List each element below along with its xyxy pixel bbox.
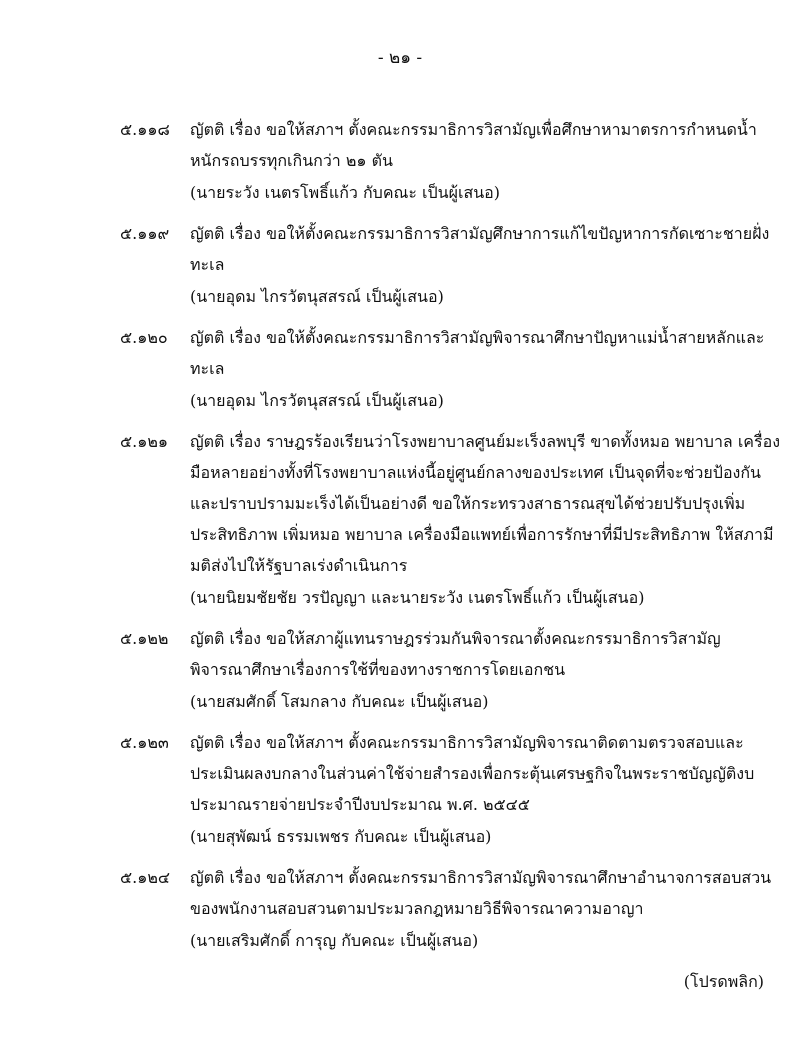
agenda-item-body [190,322,780,416]
agenda-item [120,727,780,852]
agenda-item-text: ญัตติ เรื่อง ขอให้สภาผู้แทนราษฎรร่วมกันพิจารณาตั้งคณะกรรมาธิการวิสามัญพิจารณาศึกษาเรื่องการใช้ที่ของทางราชการโดยเอกชน [190,629,721,679]
agenda-item-text: ญัตติ เรื่อง ขอให้ตั้งคณะกรรมาธิการวิสามัญศึกษาการแก้ไขปัญหาการกัดเซาะชายฝั่งทะเล [190,224,770,274]
agenda-item-body [190,114,780,208]
agenda-item-proposer: (นายเสริมศักดิ์ การุญ กับคณะ เป็นผู้เสนอ) [190,931,479,950]
agenda-item-body [190,727,780,852]
agenda-item-body [190,862,780,956]
agenda-item-text: ญัตติ เรื่อง ขอให้สภาฯ ตั้งคณะกรรมาธิการวิสามัญพิจารณาติดตามตรวจสอบและประเมินผลงบกลางในส่วนค่าใช้จ่ายสำรองเพื่อกระตุ้นเศรษฐกิจในพระราชบัญญัติงบประมาณรายจ่ายประจำปีงบประมาณ พ.ศ. ๒๕๔๕ [190,733,755,814]
agenda-item-proposer: (นายระวัง เนตรโพธิ์แก้ว กับคณะ เป็นผู้เสนอ) [190,183,501,202]
agenda-item-proposer: (นายอุดม ไกรวัตนุสสรณ์ เป็นผู้เสนอ) [190,391,444,410]
agenda-item-proposer: (นายอุดม ไกรวัตนุสสรณ์ เป็นผู้เสนอ) [190,287,444,306]
agenda-item-body [190,218,780,312]
agenda-item [120,623,780,717]
agenda-item-number: ๕.๑๑๘ [120,120,170,139]
agenda-item-number: ๕.๑๑๙ [120,224,170,243]
agenda-item [120,322,780,416]
agenda-item-number: ๕.๑๒๔ [120,868,171,887]
agenda-item-text: ญัตติ เรื่อง ราษฎรร้องเรียนว่าโรงพยาบาลศูนย์มะเร็งลพบุรี ขาดทั้งหมอ พยาบาล เครื่องมือหลายอย่างทั้งที่โรงพยาบาลแห่งนี้อยู่ศูนย์กลางของประเทศ เป็นจุดที่จะช่วยป้องกันและปราบปรามมะเร็งได้เป็นอย่างดี ขอให้กระทรวงสาธารณสุขได้ช่วยปรับปรุงเพิ่มประสิทธิภาพ เพิ่มหมอ พยาบาล เครื่องมือแพทย์เพื่อการรักษาที่มีประสิทธิภาพ ให้สภามีมติส่งไปให้รัฐบาลเร่งดำเนินการ [190,432,780,575]
agenda-item-number: ๕.๑๒๑ [120,432,169,451]
agenda-item-number: ๕.๑๒๐ [120,328,168,347]
agenda-item-number: ๕.๑๒๒ [120,629,169,648]
agenda-item [120,114,780,208]
please-turn-over-note: (โปรดพลิก) [683,972,764,991]
agenda-item-proposer: (นายสมศักดิ์ โสมกลาง กับคณะ เป็นผู้เสนอ) [190,692,489,711]
agenda-item-body [190,426,780,613]
agenda-item-text: ญัตติ เรื่อง ขอให้สภาฯ ตั้งคณะกรรมาธิการวิสามัญพิจารณาศึกษาอำนาจการสอบสวนของพนักงานสอบสวนตามประมวลกฎหมายวิธีพิจารณาความอาญา [190,868,772,918]
agenda-item [120,218,780,312]
agenda-item-text: ญัตติ เรื่อง ขอให้สภาฯ ตั้งคณะกรรมาธิการวิสามัญเพื่อศึกษาหามาตรการกำหนดน้ำหนักรถบรรทุกเกินกว่า ๒๑ ตัน [190,120,757,170]
agenda-item-list [120,114,780,966]
agenda-item [120,862,780,956]
page-number: - ๒๑ - [377,48,423,68]
agenda-item-text: ญัตติ เรื่อง ขอให้ตั้งคณะกรรมาธิการวิสามัญพิจารณาศึกษาปัญหาแม่น้ำสายหลักและทะเล [190,328,765,378]
agenda-item-body [190,623,780,717]
agenda-item [120,426,780,613]
agenda-item-proposer: (นายนิยมชัยชัย วรปัญญา และนายระวัง เนตรโพธิ์แก้ว เป็นผู้เสนอ) [190,588,645,607]
agenda-item-number: ๕.๑๒๓ [120,733,169,752]
agenda-item-proposer: (นายสุพัฒน์ ธรรมเพชร กับคณะ เป็นผู้เสนอ) [190,827,492,846]
